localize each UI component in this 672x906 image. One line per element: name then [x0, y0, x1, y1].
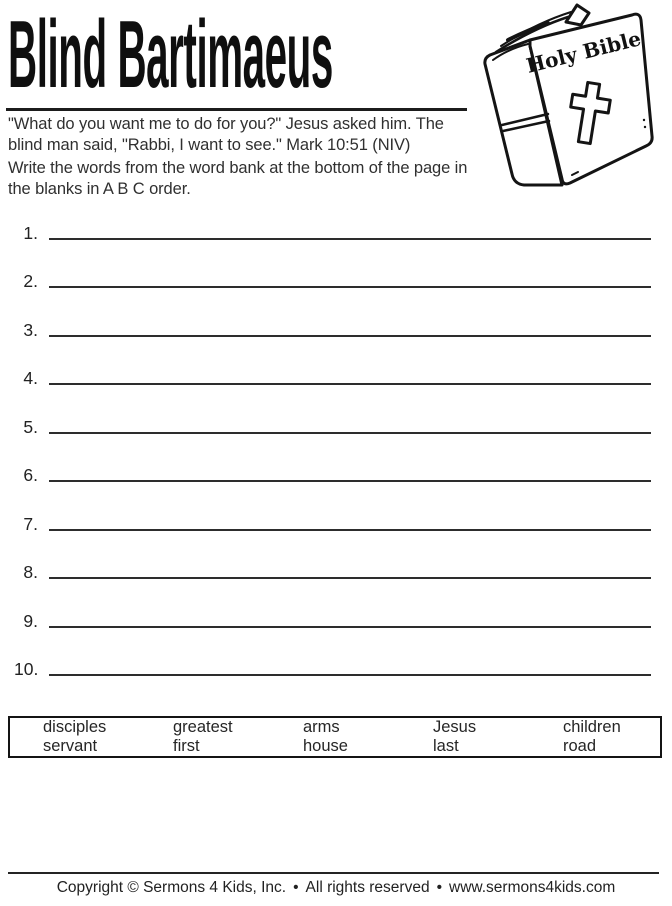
blank-number: 6.: [23, 465, 38, 485]
blank-number: 4.: [23, 368, 38, 388]
blank-row-2: [0, 240, 672, 289]
answer-blank-line-2[interactable]: [49, 286, 651, 288]
website-text: www.sermons4kids.com: [449, 879, 616, 896]
bullet-separator: •: [436, 879, 443, 896]
footer-divider: [8, 872, 659, 874]
answer-blanks-list: [0, 191, 672, 679]
blank-number: 1.: [23, 222, 38, 243]
title-divider: [6, 108, 467, 111]
word-bank-word: arms: [303, 718, 340, 736]
blank-row-10: [0, 628, 672, 677]
word-bank-word: greatest: [173, 718, 233, 736]
holy-bible-illustration: [476, 2, 670, 194]
instructions-text: Write the words from the word bank at the bottom of the page in the blanks in A B C order.: [8, 159, 468, 198]
word-bank-word: first: [173, 737, 200, 755]
blank-number: 3.: [23, 319, 38, 340]
blank-row-4: [0, 337, 672, 386]
word-bank-word: disciples: [43, 718, 107, 736]
blank-number: 7.: [23, 513, 38, 534]
word-bank-word: Jesus: [433, 718, 477, 736]
blank-number: 8.: [23, 562, 38, 582]
answer-blank-line-6[interactable]: [49, 480, 651, 482]
answer-blank-line-10[interactable]: [49, 674, 651, 676]
word-bank-word: children: [563, 718, 621, 736]
answer-blank-line-4[interactable]: [49, 383, 651, 385]
blank-row-3: [0, 288, 672, 340]
bible-cover-title: Holy Bible: [523, 26, 644, 78]
blank-number: 9.: [23, 610, 38, 631]
word-bank-word: servant: [43, 737, 98, 755]
word-bank-box: [8, 716, 662, 758]
blank-number: 2.: [23, 271, 38, 291]
answer-blank-line-5[interactable]: [49, 432, 651, 434]
answer-blank-line-8[interactable]: [49, 577, 651, 579]
word-bank-word: house: [303, 737, 348, 755]
answer-blank-line-3[interactable]: [49, 335, 651, 337]
answer-blank-line-9[interactable]: [49, 626, 651, 628]
blank-row-6: [0, 434, 672, 483]
blank-row-1: [0, 191, 672, 243]
verse-text: "What do you want me to do for you?" Jesus asked him. The blind man said, "Rabbi, I want to see." Mark 10:51 (NIV): [8, 115, 444, 154]
rights-text: All rights reserved: [305, 879, 430, 896]
blank-row-5: [0, 385, 672, 437]
bullet-separator: •: [293, 879, 299, 896]
word-bank-word: road: [563, 737, 597, 755]
page-title: Blind Bartimaeus: [8, 1, 333, 108]
blank-row-9: [0, 579, 672, 631]
bible-book-icon: [476, 2, 670, 194]
answer-blank-line-7[interactable]: [49, 529, 651, 531]
footer-copyright: [0, 879, 672, 897]
blank-row-8: [0, 531, 672, 580]
copyright-text: Copyright © Sermons 4 Kids, Inc.: [56, 879, 287, 896]
blank-number: 10.: [14, 659, 39, 679]
answer-blank-line-1[interactable]: [49, 238, 651, 240]
blank-row-7: [0, 482, 672, 534]
word-bank-word: last: [433, 737, 459, 755]
blank-number: 5.: [23, 416, 38, 437]
